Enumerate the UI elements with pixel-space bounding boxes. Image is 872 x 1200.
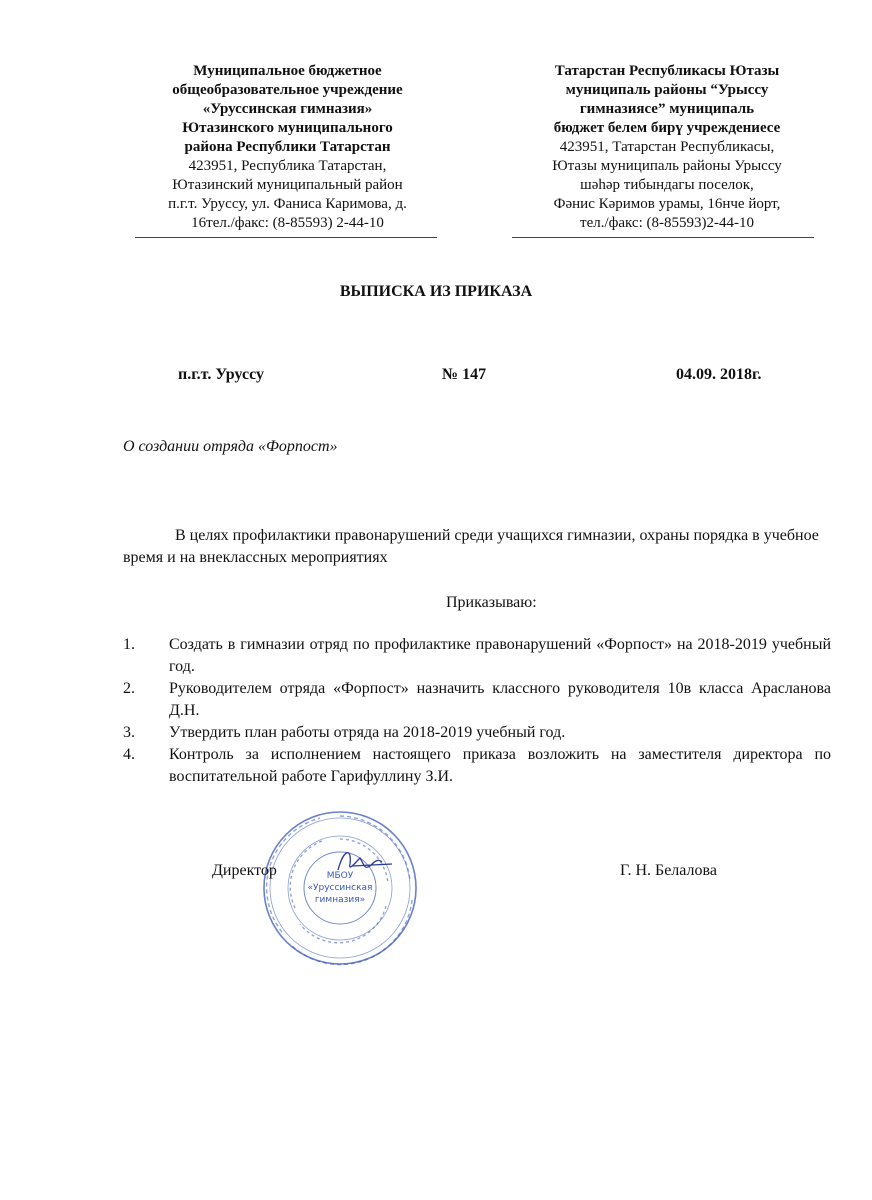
header-right-block — [518, 62, 816, 233]
header-left-line: 16тел./факс: (8-85593) 2-44-10 — [191, 215, 384, 231]
document-preamble — [123, 525, 831, 569]
header-left-line: Ютазинский муниципальный район — [172, 177, 403, 193]
official-stamp — [260, 808, 420, 968]
order-items-list — [123, 634, 831, 788]
header-divider-left — [135, 237, 437, 238]
order-item — [123, 678, 831, 722]
header-divider-right — [512, 237, 814, 238]
order-item-text: Утвердить план работы отряда на 2018-2019 учебный год. — [169, 724, 566, 741]
order-item — [123, 744, 831, 788]
order-item-text: Руководителем отряда «Форпост» назначить классного руководителя 10в класса Арасланова Д.Н. — [169, 680, 831, 719]
document-title: ВЫПИСКА ИЗ ПРИКАЗА — [339, 283, 533, 300]
header-right-line: бюджет белем бирү учреждениесе — [553, 120, 781, 136]
stamp-center-line: «Уруссинская — [307, 883, 373, 893]
header-right-line: гимназиясе” муниципаль — [579, 101, 755, 117]
stamp-center-line: гимназия» — [314, 895, 366, 905]
order-item-number: 3. — [123, 724, 135, 741]
header-right-line: муниципаль районы “Урыссу — [565, 82, 769, 98]
header-left-line: района Республики Татарстан — [184, 139, 391, 155]
order-item-text: Создать в гимназии отряд по профилактике правонарушений «Форпост» на 2018-2019 учебный год. — [169, 636, 831, 675]
document-place: п.г.т. Уруссу — [178, 366, 264, 383]
order-item-number: 1. — [123, 636, 135, 653]
order-item — [123, 634, 831, 678]
order-word: Приказываю: — [446, 594, 537, 611]
header-right-line: шәһәр тибындагы поселок, — [580, 177, 754, 193]
header-left-line: «Уруссинская гимназия» — [202, 101, 373, 117]
header-left-line: п.г.т. Уруссу, ул. Фаниса Каримова, д. — [168, 196, 407, 212]
header-right-line: Ютазы муниципаль районы Урыссу — [552, 158, 782, 174]
header-left-line: 423951, Республика Татарстан, — [188, 158, 387, 174]
header-right-line: Татарстан Республикасы Ютазы — [554, 63, 780, 79]
stamp-center-line: МБОУ — [326, 871, 354, 881]
document-subject: О создании отряда «Форпост» — [123, 438, 338, 455]
header-right-line: Фәнис Кәримов урамы, 16нчe йорт, — [553, 196, 781, 212]
header-left-line: общеобразовательное учреждение — [172, 82, 403, 98]
signature-name: Г. Н. Белалова — [620, 862, 717, 879]
order-item-number: 4. — [123, 746, 135, 763]
header-left-line: Ютазинского муниципального — [182, 120, 393, 136]
header-left-block — [140, 62, 435, 233]
signature-role: Директор — [212, 862, 277, 879]
header-left-line: Муниципальное бюджетное — [193, 63, 382, 79]
header-right-line: тел./факс: (8-85593)2-44-10 — [580, 215, 754, 231]
order-item-number: 2. — [123, 680, 135, 697]
document-date: 04.09. 2018г. — [676, 366, 762, 383]
order-item — [123, 722, 831, 744]
header-right-line: 423951, Татарстан Республикасы, — [559, 139, 775, 155]
document-number: № 147 — [442, 366, 487, 383]
order-item-text: Контроль за исполнением настоящего приказа возложить на заместителя директора по воспитательной работе Гарифуллину З.И. — [169, 746, 831, 785]
preamble-text: В целях профилактики правонарушений среди учащихся гимназии, охраны порядка в учебное время и на внеклассных мероприятиях — [123, 527, 819, 566]
